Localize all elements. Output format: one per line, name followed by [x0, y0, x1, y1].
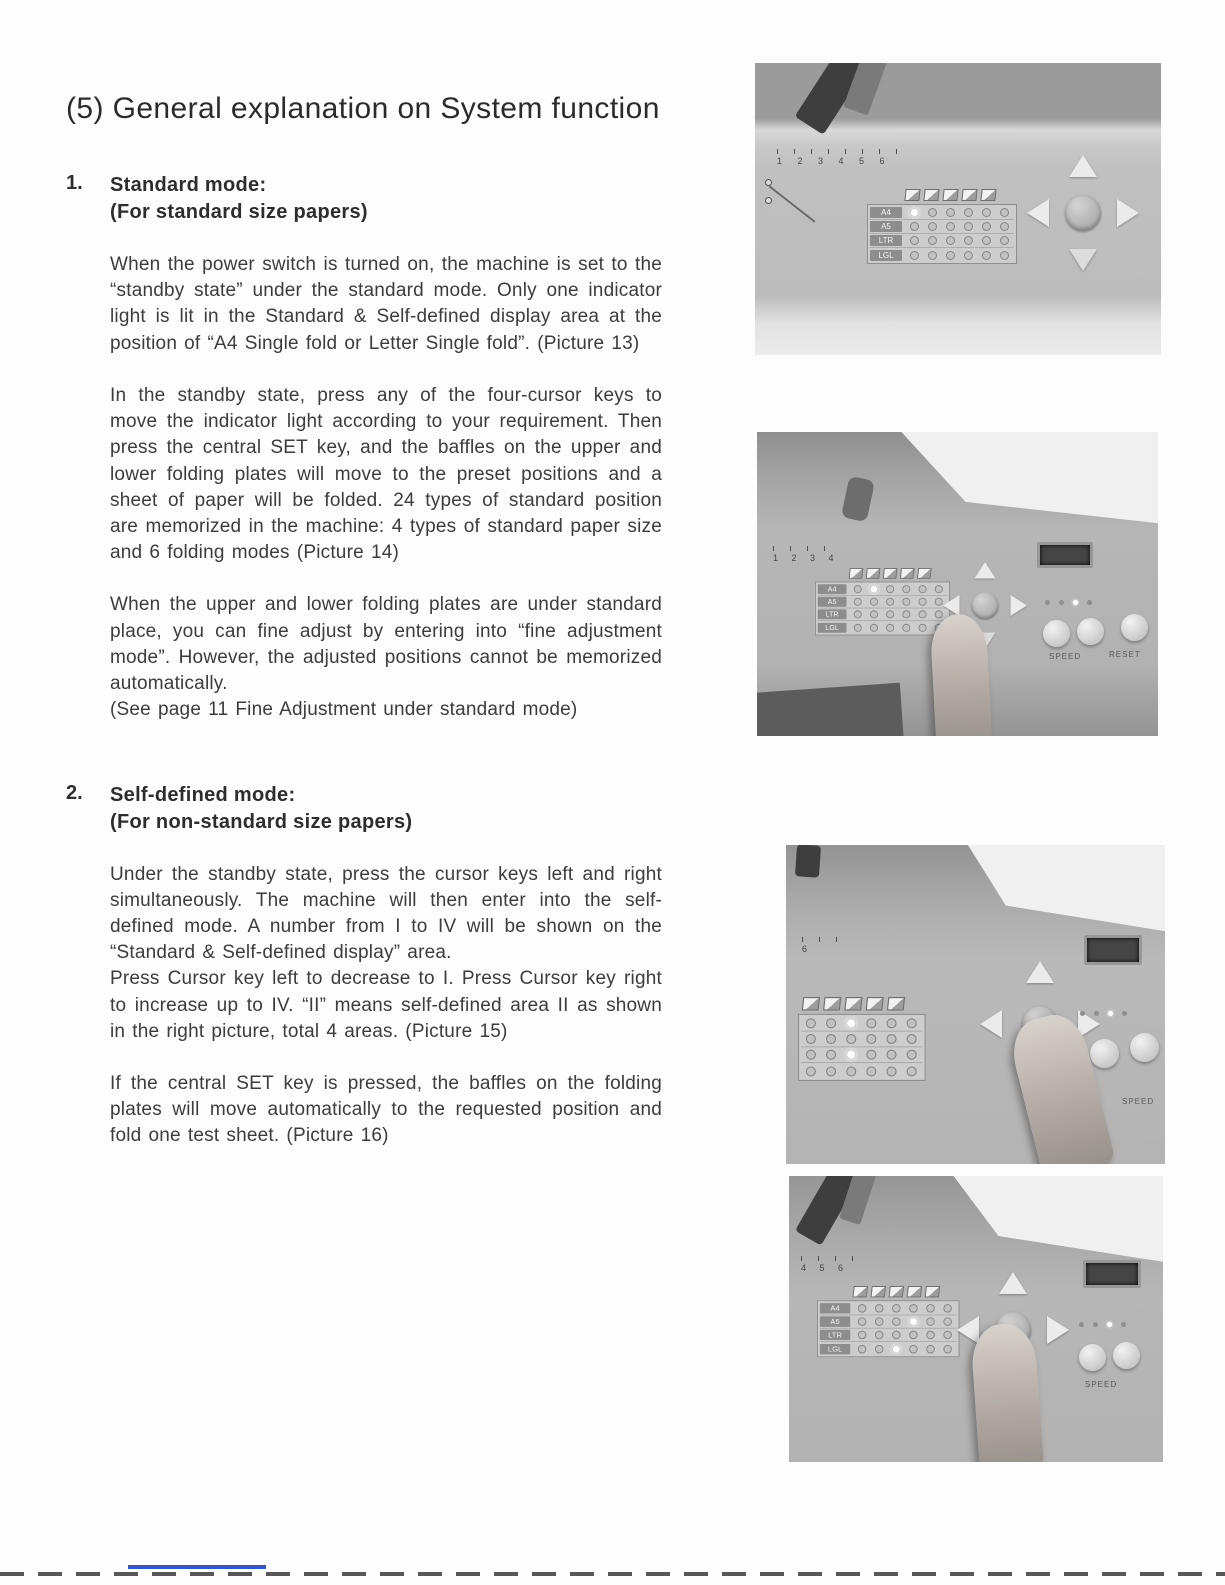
fold-type-icon — [923, 189, 939, 201]
row-label: A5 — [818, 597, 847, 607]
indicator-dot — [926, 1317, 935, 1326]
paragraph: When the power switch is turned on, the machine is set to the “standby state” under the standard mode. Only one indicator light is lit in the Standard & Self-defined display area at the position of “A4 Single fold or Letter Single fold”. (Picture 13) — [110, 254, 662, 354]
ruler-numbers: 6 — [802, 944, 809, 954]
grid-row-ltr — [870, 234, 1014, 248]
grid-row-a5 — [820, 1315, 957, 1328]
indicator-dot — [909, 1304, 918, 1313]
text-column — [66, 92, 662, 1150]
indicator-dot — [846, 1050, 856, 1060]
indicator-dot — [964, 222, 973, 231]
segment-display — [1083, 1260, 1141, 1288]
status-led-row — [1045, 600, 1092, 605]
indicator-dot — [964, 251, 973, 260]
paragraph: When the upper and lower folding plates are under standard place, you can fine adjust by entering into “fine adjustment mode”. However, the adjusted positions cannot be memorized automatically. — [110, 594, 662, 695]
section-self-defined-mode — [66, 782, 662, 1150]
section-number: 2. — [66, 781, 83, 804]
indicator-dot — [907, 1034, 917, 1044]
section-number: 1. — [66, 172, 83, 194]
status-led — [1093, 1322, 1098, 1327]
indicator-dot — [909, 1317, 918, 1326]
row-label: A5 — [820, 1316, 850, 1326]
indicator-dot — [854, 610, 862, 618]
status-led-row — [1079, 1322, 1126, 1327]
indicator-dot — [858, 1344, 867, 1353]
indicator-dot — [919, 598, 927, 606]
paragraph: If the central SET key is pressed, the baffles on the folding plates will move automatically to the requested position and fold one test sheet. (Picture 16) — [110, 1073, 662, 1147]
indicator-dot — [919, 585, 927, 593]
page-title: (5) General explanation on System function — [66, 92, 660, 125]
section-heading — [66, 172, 662, 226]
section-heading — [66, 782, 662, 836]
grid-row-lgl — [870, 248, 1014, 262]
fold-type-icon — [942, 189, 958, 201]
row-label: A4 — [820, 1303, 850, 1313]
indicator-dot — [907, 1018, 917, 1028]
indicator-dot — [806, 1050, 816, 1060]
indicator-dot — [964, 208, 973, 217]
paragraph: (See page 11 Fine Adjustment under standard mode) — [110, 699, 578, 721]
picture-15-photo — [786, 845, 1165, 1164]
reset-label: RESET — [1109, 650, 1141, 659]
indicator-dot — [928, 222, 937, 231]
indicator-dot — [982, 251, 991, 260]
indicator-dot — [870, 610, 878, 618]
guide-knob — [841, 476, 875, 522]
indicator-dot — [892, 1304, 901, 1313]
indicator-dot — [910, 236, 919, 245]
indicator-dot — [909, 1344, 918, 1353]
indicator-dot — [846, 1018, 856, 1028]
speed-button — [1079, 1344, 1106, 1371]
speed-label: SPEED — [1122, 1097, 1155, 1106]
fold-type-icon — [889, 1286, 904, 1297]
indicator-dot — [926, 1331, 935, 1340]
section-title: Standard mode: — [110, 174, 267, 196]
section-subtitle: (For standard size papers) — [110, 201, 368, 223]
status-led — [1059, 600, 1064, 605]
row-label: LTR — [820, 1330, 850, 1340]
indicator-dot — [886, 585, 894, 593]
indicator-dot — [910, 208, 919, 217]
indicator-dot — [946, 236, 955, 245]
row-label: LGL — [870, 250, 902, 261]
indicator-dot — [943, 1304, 952, 1313]
indicator-dot — [866, 1066, 876, 1076]
fold-diagram-icon — [763, 177, 833, 247]
indicator-dot — [886, 623, 894, 631]
indicator-dot — [943, 1317, 952, 1326]
picture-14-photo — [757, 432, 1158, 736]
fold-type-icon — [907, 1286, 922, 1297]
grid-row-a4 — [870, 206, 1014, 220]
indicator-dot — [886, 1050, 896, 1060]
diagram-dot — [765, 197, 772, 204]
grid-row — [801, 1063, 922, 1079]
fold-type-icon — [883, 568, 898, 579]
section-title: Self-defined mode: — [110, 783, 296, 806]
fold-type-icon — [917, 568, 932, 579]
indicator-dot — [870, 598, 878, 606]
status-led — [1079, 1322, 1084, 1327]
set-key — [972, 592, 999, 619]
fold-selection-grid — [817, 1286, 960, 1357]
indicator-dot — [806, 1034, 816, 1044]
section-standard-mode — [66, 172, 662, 724]
row-label: A4 — [818, 584, 847, 594]
indicator-dot — [910, 251, 919, 260]
indicator-dot — [866, 1034, 876, 1044]
cursor-up-key-icon — [1026, 961, 1054, 983]
fold-type-icon — [961, 189, 977, 201]
indicator-dot — [928, 208, 937, 217]
indicator-dot — [982, 208, 991, 217]
indicator-dot — [902, 610, 910, 618]
indicator-dot — [858, 1317, 867, 1326]
indicator-dot — [892, 1317, 901, 1326]
indicator-dot — [926, 1344, 935, 1353]
fold-type-icons — [853, 1286, 959, 1297]
indicator-dot — [946, 222, 955, 231]
section-title-block — [110, 172, 368, 226]
blue-underline-mark — [128, 1565, 266, 1569]
indicator-dot — [907, 1066, 917, 1076]
indicator-dot — [866, 1018, 876, 1028]
indicator-dot — [982, 236, 991, 245]
reset-button — [1130, 1033, 1159, 1062]
paragraph: Under the standby state, press the cursor keys left and right simultaneously. The machine will then enter into the self-defined mode. A number from I to IV will be shown on the “Standard & Self-defined display” area. — [110, 863, 662, 964]
ruler-scale — [777, 149, 927, 166]
grid-rows — [817, 1300, 960, 1357]
indicator-dot — [870, 585, 878, 593]
section-subtitle: (For non-standard size papers) — [110, 810, 413, 833]
fold-type-icon — [900, 568, 915, 579]
indicator-dot — [875, 1344, 884, 1353]
fold-type-icon — [866, 568, 881, 579]
indicator-dot — [919, 623, 927, 631]
indicator-dot — [826, 1034, 836, 1044]
grid-rows — [867, 204, 1017, 264]
grid-row-ltr — [820, 1329, 957, 1342]
status-led — [1080, 1011, 1085, 1016]
indicator-dot — [1000, 222, 1009, 231]
indicator-dot — [1000, 236, 1009, 245]
ruler-scale — [773, 546, 863, 563]
indicator-dot — [946, 251, 955, 260]
indicator-dot — [870, 623, 878, 631]
row-label: LGL — [820, 1343, 850, 1353]
fold-type-icons — [802, 997, 925, 1010]
ruler-numbers: 4 5 6 — [801, 1263, 845, 1273]
fold-type-icon — [925, 1286, 940, 1297]
indicator-dot — [1000, 208, 1009, 217]
indicator-dot — [886, 1066, 896, 1076]
row-label: LGL — [818, 622, 847, 632]
cursor-right-key-icon — [1047, 1316, 1069, 1344]
indicator-dot — [935, 598, 943, 606]
grid-row-lgl — [820, 1342, 957, 1355]
grid-row-lgl — [818, 621, 948, 634]
ruler-ticks — [773, 546, 841, 551]
scan-dashed-line — [0, 1572, 1225, 1576]
indicator-dot — [902, 585, 910, 593]
grid-row — [801, 1032, 922, 1048]
indicator-dot — [886, 1034, 896, 1044]
grid-row — [801, 1016, 922, 1032]
indicator-dot — [866, 1050, 876, 1060]
section-title-block — [110, 782, 412, 836]
grid-rows — [815, 582, 950, 636]
paper-guide-arm — [795, 845, 821, 878]
fold-type-icon — [871, 1286, 886, 1297]
indicator-dot — [854, 598, 862, 606]
indicator-dot — [858, 1331, 867, 1340]
indicator-dot — [928, 236, 937, 245]
row-label: A5 — [870, 221, 902, 232]
ruler-numbers: 1 2 3 4 — [773, 553, 835, 563]
cursor-left-key-icon — [943, 595, 960, 616]
indicator-dot — [806, 1018, 816, 1028]
fold-type-icon — [802, 997, 820, 1010]
diagram-line — [769, 185, 816, 222]
indicator-dot — [875, 1317, 884, 1326]
indicator-dot — [935, 585, 943, 593]
cursor-up-key-icon — [999, 1272, 1027, 1294]
indicator-dot — [907, 1050, 917, 1060]
indicator-dot — [943, 1344, 952, 1353]
status-led — [1094, 1011, 1099, 1016]
indicator-dot — [902, 623, 910, 631]
indicator-dot — [854, 623, 862, 631]
fold-selection-grid — [798, 997, 926, 1082]
status-led-row — [1080, 1011, 1127, 1016]
cursor-up-key-icon — [975, 562, 996, 579]
indicator-dot — [826, 1066, 836, 1076]
fold-type-icon — [849, 568, 864, 579]
grid-row-ltr — [818, 609, 948, 622]
fold-type-icon — [887, 997, 905, 1010]
segment-display — [1037, 542, 1093, 568]
indicator-dot — [902, 598, 910, 606]
cursor-up-key-icon — [1069, 155, 1097, 177]
status-led — [1121, 1322, 1126, 1327]
grid-row-a5 — [870, 220, 1014, 234]
paragraph: In the standby state, press any of the four-cursor keys to move the indicator light according to your requirement. Then press the central SET key, and the baffles on the upper and lower folding plates will move to the preset positions and a sheet of paper will be folded. 24 types of standard position are memorized in the machine: 4 types of standard paper size and 6 folding modes (Picture 14) — [110, 384, 662, 564]
fold-selection-grid — [867, 189, 1017, 264]
ruler-ticks — [801, 1256, 857, 1261]
cursor-key-pad — [1027, 155, 1139, 271]
indicator-dot — [826, 1018, 836, 1028]
fold-type-icon — [904, 189, 920, 201]
row-label: LTR — [818, 609, 847, 619]
reset-button — [1121, 614, 1148, 641]
indicator-dot — [846, 1066, 856, 1076]
indicator-dot — [943, 1331, 952, 1340]
indicator-dot — [909, 1331, 918, 1340]
status-led — [1107, 1322, 1112, 1327]
fold-selection-grid — [815, 568, 950, 636]
indicator-dot — [875, 1331, 884, 1340]
cursor-left-key-icon — [1027, 199, 1049, 227]
row-label: LTR — [870, 235, 902, 246]
speed-button — [1090, 1039, 1119, 1068]
speed-label: SPEED — [1049, 652, 1082, 661]
indicator-dot — [892, 1344, 901, 1353]
picture-13-photo — [755, 63, 1161, 355]
status-led — [1108, 1011, 1113, 1016]
status-led — [1073, 600, 1078, 605]
speed-label: SPEED — [1085, 1380, 1118, 1389]
ruler-numbers: 1 2 3 4 5 6 — [777, 156, 886, 166]
indicator-dot — [935, 610, 943, 618]
cursor-down-key-icon — [1069, 249, 1097, 271]
cursor-right-key-icon — [1011, 595, 1028, 616]
paragraph: Press Cursor key left to decrease to I. Press Cursor key right to increase up to IV. “II” means self-defined area II as shown in the right picture, total 4 areas. (Picture 15) — [110, 968, 662, 1042]
indicator-dot — [910, 222, 919, 231]
status-led — [1122, 1011, 1127, 1016]
row-label: A4 — [870, 207, 902, 218]
indicator-dot — [892, 1331, 901, 1340]
fold-type-icon — [866, 997, 884, 1010]
indicator-dot — [928, 251, 937, 260]
fold-type-icon — [844, 997, 862, 1010]
indicator-dot — [886, 610, 894, 618]
ruler-scale — [801, 1256, 881, 1273]
grid-row-a5 — [818, 596, 948, 609]
indicator-dot — [858, 1304, 867, 1313]
cursor-left-key-icon — [980, 1010, 1002, 1038]
fold-type-icons — [849, 568, 950, 579]
ruler-scale — [802, 937, 862, 954]
ruler-ticks — [802, 937, 844, 942]
indicator-dot — [946, 208, 955, 217]
picture-16-photo — [789, 1176, 1163, 1462]
status-led — [1045, 600, 1050, 605]
grid-row-a4 — [818, 583, 948, 596]
indicator-dot — [886, 598, 894, 606]
fold-type-icon — [980, 189, 996, 201]
grid-rows — [798, 1014, 926, 1081]
indicator-dot — [875, 1304, 884, 1313]
speed-button — [1077, 618, 1104, 645]
reset-button — [1113, 1342, 1140, 1369]
grid-row — [801, 1047, 922, 1063]
indicator-dot — [854, 585, 862, 593]
machine-base — [757, 683, 904, 736]
set-key — [1065, 195, 1101, 231]
indicator-dot — [926, 1304, 935, 1313]
cursor-left-key-icon — [957, 1316, 979, 1344]
speed-button — [1043, 620, 1070, 647]
ruler-ticks — [777, 149, 897, 154]
grid-row-a4 — [820, 1302, 957, 1315]
indicator-dot — [806, 1066, 816, 1076]
fold-type-icons — [905, 189, 1017, 201]
indicator-dot — [982, 222, 991, 231]
status-led — [1087, 600, 1092, 605]
fold-type-icon — [823, 997, 841, 1010]
indicator-dot — [826, 1050, 836, 1060]
indicator-dot — [919, 610, 927, 618]
indicator-dot — [964, 236, 973, 245]
indicator-dot — [886, 1018, 896, 1028]
indicator-dot — [1000, 251, 1009, 260]
indicator-dot — [846, 1034, 856, 1044]
cursor-right-key-icon — [1117, 199, 1139, 227]
fold-type-icon — [853, 1286, 868, 1297]
